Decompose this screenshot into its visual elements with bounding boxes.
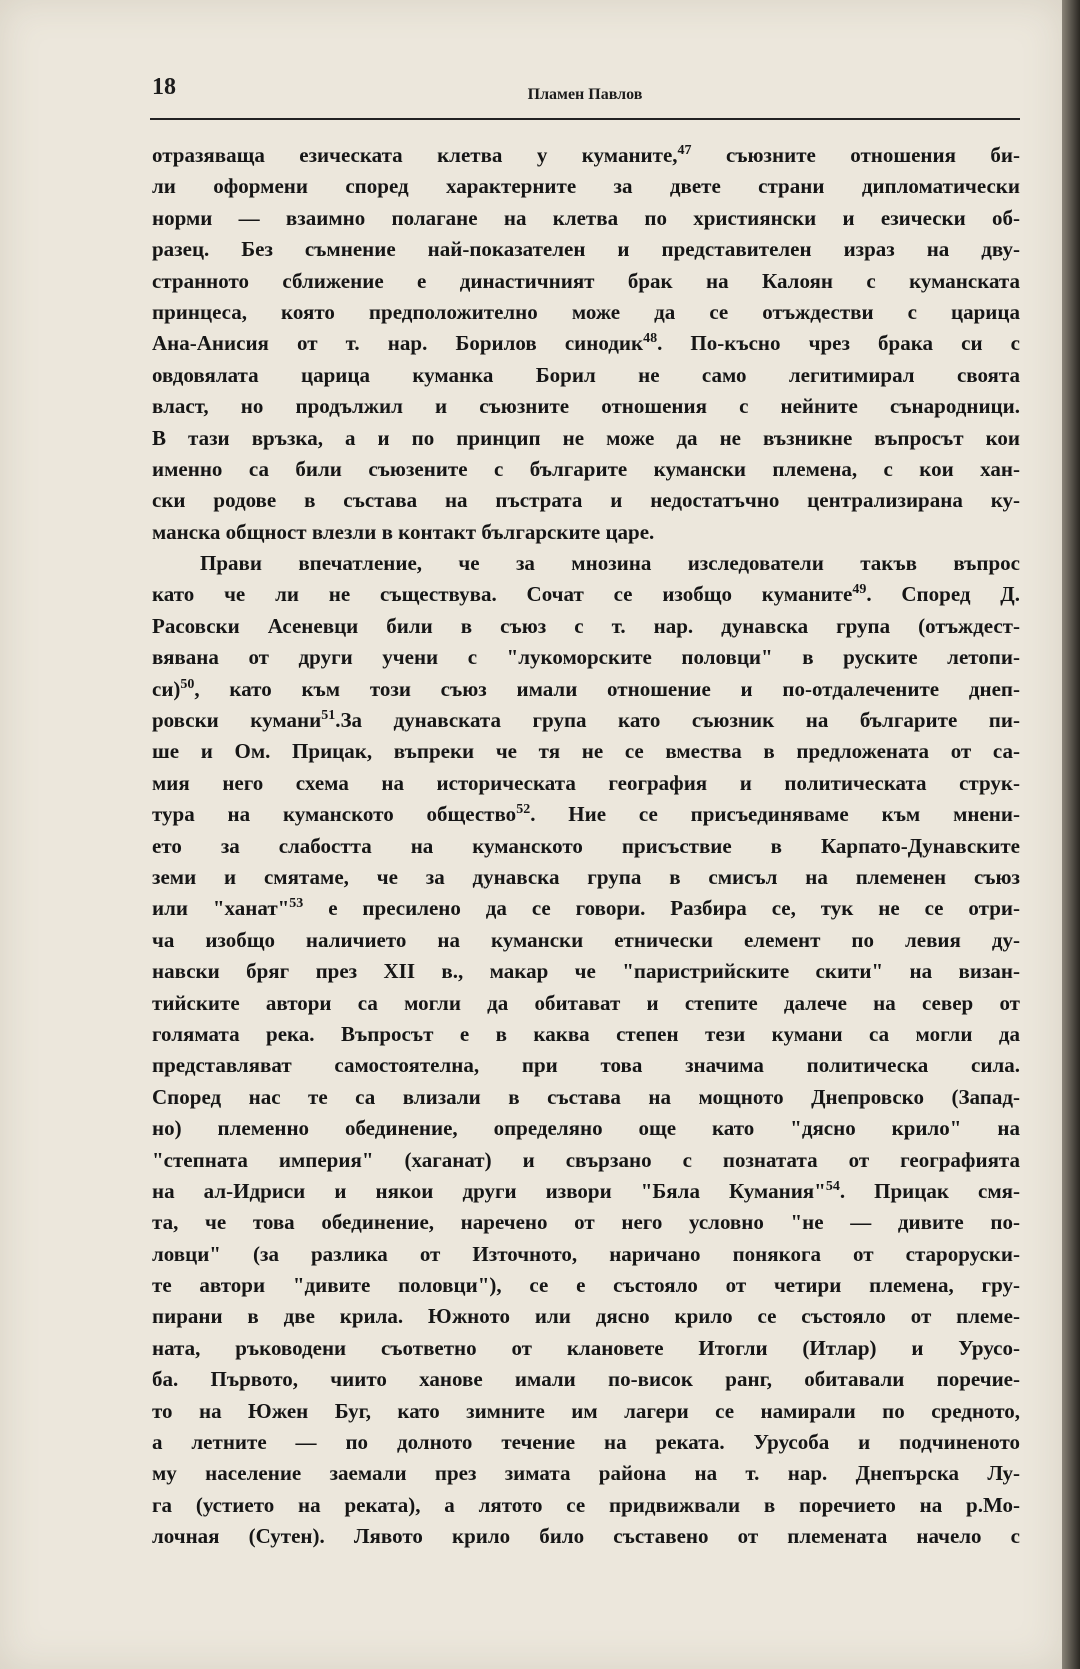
text-line: представляват самостоятелна, при това значима политическа сила. (152, 1053, 1020, 1078)
text-line: овдовялата царица куманка Борил не само легитимирал своята (152, 362, 1020, 387)
text-line: на ал-Идриси и някои други извори "Бяла Кумания"$^{54}$. Прицак смя- (152, 1178, 1020, 1203)
text-line: то на Южен Буг, като зимните им лагери се намирали по средното, (152, 1398, 1020, 1423)
text-line: ски родове в състава на пъстрата и недостатъчно централизирана ку- (152, 488, 1020, 513)
text-line: навски бряг през XII в., макар че "паристрийските скити" на визан- (152, 959, 1020, 984)
text-line: ча изобщо наличието на кумански етнически елемент по левия ду- (152, 927, 1020, 952)
text-line: си)$^{50}$, като към този съюз имали отношение и по-отдалечените днеп- (152, 676, 1020, 701)
text-line: норми — взаимно полагане на клетва по християнски и езически об- (152, 205, 1020, 230)
text-line: ето за слабостта на куманското присъствие в Карпато-Дунавските (152, 833, 1020, 858)
text-line: Прави впечатление, че за мнозина изследователи такъв въпрос (200, 551, 1020, 576)
text-line: голямата река. Въпросът е в каква степен тези кумани са могли да (152, 1021, 1020, 1046)
text-line: ната, ръководени съответно от клановете Итогли (Итлар) и Урусо- (152, 1335, 1020, 1360)
footnote-ref: 48 (643, 331, 658, 347)
text-line: тийските автори са могли да обитават и степите далече на север от (152, 990, 1020, 1015)
text-line: ловци" (за разлика от Източното, наричано понякога от староруски- (152, 1241, 1020, 1266)
text-line: ли оформени според характерните за двете страни дипломатически (152, 174, 1020, 199)
text-line: или "ханат"$^{53}$ е пресилено да се говори. Разбира се, тук не се отри- (152, 896, 1020, 921)
text-line: те автори "дивите половци"), се е състояло от четири племена, гру- (152, 1273, 1020, 1298)
page-edge-shadow (1062, 0, 1080, 1669)
text-line: Расовски Асеневци били в съюз с т. нар. дунавска група (отъждест- (152, 613, 1020, 638)
text-line: разец. Без съмнение най-показателен и представителен израз на дву- (152, 237, 1020, 262)
text-line: но) племенно обединение, определяно още като "дясно крило" на (152, 1116, 1020, 1141)
footnote-ref: 49 (852, 582, 867, 598)
text-line: тура на куманското общество$^{52}$. Ние се присъединяваме към мнени- (152, 802, 1020, 827)
body-text (152, 140, 1020, 1553)
text-line: та, че това обединение, наречено от него условно "не — дивите по- (152, 1210, 1020, 1235)
text-line: а летните — по долното течение на реката. Урусоба и подчиненото (152, 1430, 1020, 1455)
text-line: земи и смятаме, че за дунавска група в смисъл на племенен съюз (152, 864, 1020, 889)
text-line: като че ли не съществува. Сочат се изобщо куманите$^{49}$. Според Д. (152, 582, 1021, 607)
footnote-ref: 54 (825, 1178, 840, 1194)
text-line: пирани в две крила. Южното или дясно крило се състояло от племе- (152, 1304, 1020, 1329)
page-number: 18 (152, 74, 176, 100)
text-line: Според нас те са влизали в състава на мощното Днепровско (Запад- (152, 1084, 1020, 1109)
text-line: власт, но продължил и съюзните отношения с нейните сънародници. (152, 394, 1020, 419)
text-line: Ана-Анисия от т. нар. Борилов синодик$^{48}$. По-късно чрез брака си с (152, 331, 1020, 356)
text-line: вявана от други учени с "лукоморските половци" в руските летопи- (152, 645, 1020, 670)
footnote-ref: 50 (180, 676, 195, 692)
footnote-ref: 53 (289, 896, 304, 912)
footnote-ref: 47 (677, 143, 692, 158)
text-line: странното сближение е династичният брак на Калоян с куманската (152, 268, 1020, 293)
text-line: лочная (Сутен). Лявото крило било съставено от племената начело с (152, 1524, 1020, 1549)
text-line: "степната империя" (хаганат) и свързано с познатата от географията (152, 1147, 1020, 1172)
text-line: В тази връзка, а и по принцип не може да не възникне въпросът кои (152, 425, 1020, 450)
text-line: именно са били съюзените с българите кумански племена, с кои хан- (152, 456, 1020, 481)
text-line: ровски кумани$^{51}$.За дунавската група като съюзник на българите пи- (152, 708, 1020, 733)
footnote-ref: 51 (321, 708, 336, 724)
page-header (150, 70, 1020, 120)
text-line: манска общност влезли в контакт българските царе. (152, 519, 655, 544)
text-line: му население заемали през зимата района на т. нар. Днепърска Лу- (152, 1461, 1020, 1486)
text-line: ба. Първото, чиито ханове имали по-висок ранг, обитавали поречие- (152, 1367, 1020, 1392)
footnote-ref: 52 (516, 802, 531, 818)
text-line: отразяваща езическата клетва у куманите,$^{47}$ съюзните отношения би- (152, 143, 1020, 167)
running-title: Пламен Павлов (527, 86, 643, 103)
text-line: принцеса, която предположително може да се отъждестви с царица (152, 299, 1020, 324)
text-line: га (устието на реката), а лятото се придвижвали в поречието на р.Мо- (152, 1492, 1020, 1517)
text-line: ше и Ом. Прицак, въпреки че тя не се вмества в предложената от са- (152, 739, 1020, 764)
text-line: мия него схема на историческата география и политическата струк- (152, 770, 1020, 795)
